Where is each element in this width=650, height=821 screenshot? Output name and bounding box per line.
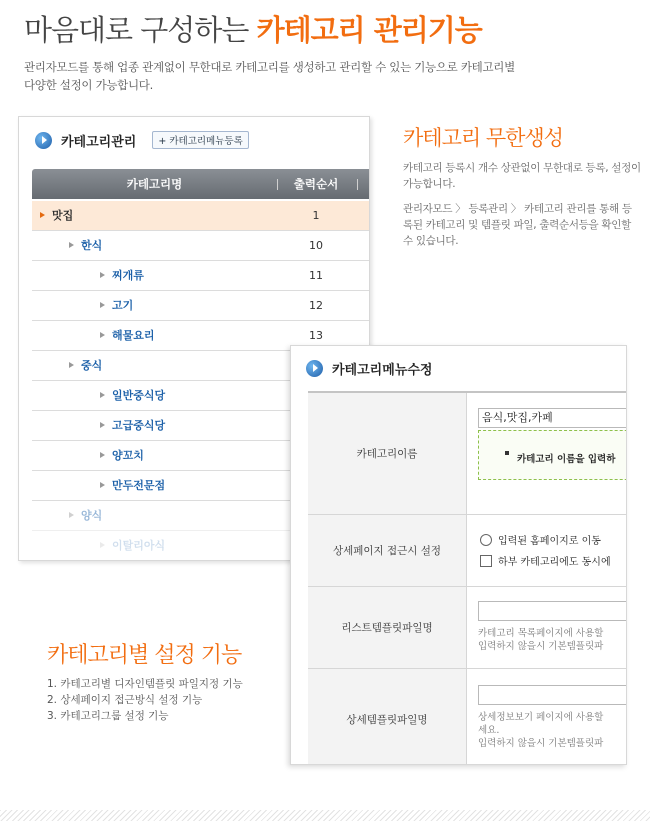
field-cell xyxy=(468,515,627,586)
feature-settings-list xyxy=(47,676,243,724)
category-name: 만두전문점 xyxy=(100,471,165,501)
expand-arrow-icon xyxy=(100,272,105,278)
expand-arrow-icon xyxy=(100,302,105,308)
panel-title-bar xyxy=(306,358,432,378)
header-divider xyxy=(277,179,278,190)
category-name-input[interactable]: 음식,맛집,카페 xyxy=(478,408,627,428)
category-row[interactable] xyxy=(32,201,370,231)
hint-text: 카테고리 이름을 입력하 xyxy=(517,454,616,465)
field-cell xyxy=(468,393,627,514)
panel-title-bar xyxy=(35,129,249,151)
category-table-header xyxy=(32,169,370,199)
option-label: 입력된 홈페이지로 이동 xyxy=(498,536,601,547)
category-name: 고기 xyxy=(100,291,133,321)
category-name: 한식 xyxy=(69,231,102,261)
category-order: 12 xyxy=(309,299,323,312)
field-note: 상세정보보기 페이지에 사용할 xyxy=(478,712,604,723)
detail-template-input[interactable] xyxy=(478,685,627,705)
expand-arrow-icon xyxy=(100,332,105,338)
field-note: 입력하지 않을시 기본템플릿파 xyxy=(478,641,604,652)
field-note: 입력하지 않을시 기본템플릿파 xyxy=(478,738,604,749)
category-name: 해물요리 xyxy=(100,321,155,351)
category-name: 맛집 xyxy=(40,201,73,231)
category-order: 10 xyxy=(309,239,323,252)
expand-arrow-icon xyxy=(100,392,105,398)
column-header-name: 카테고리명 xyxy=(126,177,183,191)
expand-arrow-icon xyxy=(40,212,45,218)
intro-line: 다양한 설정이 가능합니다. xyxy=(24,78,153,92)
play-circle-icon xyxy=(306,360,323,377)
intro-text xyxy=(24,58,515,94)
option-apply-sub[interactable] xyxy=(480,553,611,568)
category-order: 1 xyxy=(312,209,320,222)
category-row[interactable] xyxy=(32,231,370,261)
category-row[interactable] xyxy=(32,261,370,291)
field-cell xyxy=(468,587,627,668)
field-label: 카테고리이름 xyxy=(308,393,467,514)
checkbox[interactable] xyxy=(480,555,492,567)
headline-accent: 카테고리 관리기능 xyxy=(256,13,482,47)
list-template-input[interactable] xyxy=(478,601,627,621)
form-row-detail-access xyxy=(308,515,627,587)
category-name: 중식 xyxy=(69,351,102,381)
expand-arrow-icon xyxy=(100,452,105,458)
expand-arrow-icon xyxy=(100,542,105,548)
form-row-list-template xyxy=(308,587,627,669)
play-circle-icon xyxy=(35,132,52,149)
category-name: 이탈리아식 xyxy=(100,531,165,561)
panel-title: 카테고리메뉴수정 xyxy=(332,362,433,378)
bottom-divider xyxy=(0,810,650,821)
feature-unlimited-path: 관리자모드 〉 등록관리 〉 카테고리 관리를 통해 등록된 카테고리 및 템플릿 파일, 출력순서등을 확인할 수 있습니다. xyxy=(403,203,632,247)
category-row[interactable] xyxy=(32,291,370,321)
field-note: 세요. xyxy=(478,725,500,736)
form-row-category-name xyxy=(308,393,627,515)
intro-line: 관리자모드를 통해 업종 관계없이 무한대로 카테고리를 생성하고 관리할 수 있는 기능으로 카테고리별 xyxy=(24,60,515,74)
category-edit-form xyxy=(308,391,627,765)
field-note: 카테고리 목록페이지에 사용할 xyxy=(478,628,604,639)
feature-item: 2. 상세페이지 접근방식 설정 기능 xyxy=(47,694,203,706)
field-label: 상세템플릿파일명 xyxy=(308,669,467,765)
category-name: 양꼬치 xyxy=(100,441,144,471)
radio-button[interactable] xyxy=(480,534,492,546)
feature-item: 3. 카테고리그룹 설정 기능 xyxy=(47,710,169,722)
category-order: 13 xyxy=(309,329,323,342)
form-row-detail-template xyxy=(308,669,627,765)
expand-arrow-icon xyxy=(69,362,74,368)
category-name: 고급중식당 xyxy=(100,411,165,441)
category-order: 11 xyxy=(309,269,323,282)
category-name-hint xyxy=(478,430,627,480)
register-category-button[interactable]: + 카테고리메뉴등록 xyxy=(152,131,248,149)
panel-title: 카테고리관리 xyxy=(61,134,137,150)
bullet-icon xyxy=(505,451,509,455)
expand-arrow-icon xyxy=(69,242,74,248)
expand-arrow-icon xyxy=(100,482,105,488)
feature-item: 1. 카테고리별 디자인템플릿 파일지정 기능 xyxy=(47,678,243,690)
column-header-order: 출력순서 xyxy=(293,177,339,191)
field-label: 리스트템플릿파일명 xyxy=(308,587,467,668)
feature-unlimited-title: 카테고리 무한생성 xyxy=(403,126,563,150)
option-move-homepage[interactable] xyxy=(480,532,601,547)
category-name: 일반중식당 xyxy=(100,381,165,411)
category-name: 찌개류 xyxy=(100,261,144,291)
expand-arrow-icon xyxy=(100,422,105,428)
category-edit-panel xyxy=(290,345,627,765)
header-divider xyxy=(357,179,358,190)
feature-unlimited-desc: 카테고리 등록시 개수 상관없이 무한대로 등록, 설정이 가능합니다. xyxy=(403,162,641,190)
option-label: 하부 카테고리에도 동시에 xyxy=(498,557,611,568)
field-cell xyxy=(468,669,627,765)
page-headline xyxy=(24,8,482,49)
expand-arrow-icon xyxy=(69,512,74,518)
headline-plain: 마음대로 구성하는 xyxy=(24,13,257,47)
feature-settings-title: 카테고리별 설정 기능 xyxy=(47,643,242,668)
field-label: 상세페이지 접근시 설정 xyxy=(308,515,467,586)
category-name: 양식 xyxy=(69,501,102,531)
